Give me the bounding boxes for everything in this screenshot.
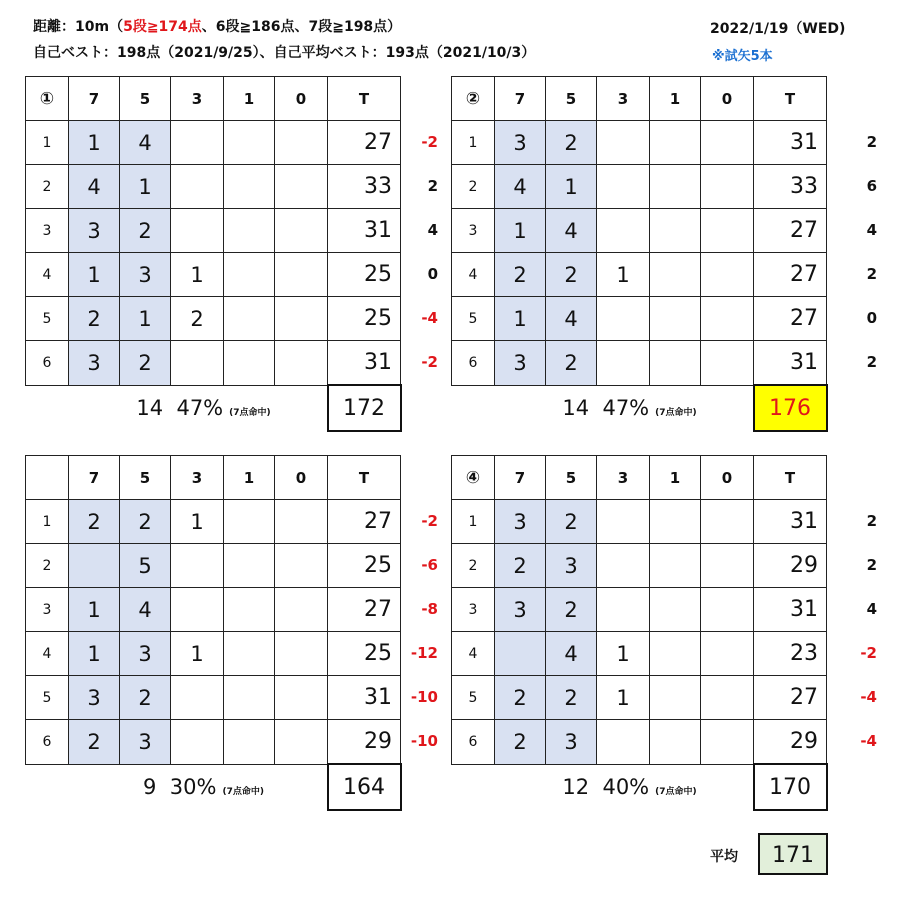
end-number: 1	[26, 121, 69, 165]
count-1pt	[224, 341, 275, 386]
end-total: 27	[328, 500, 401, 544]
score-difference: -2	[421, 133, 438, 151]
score-difference: -4	[860, 688, 877, 706]
round-label: ①	[26, 77, 69, 121]
end-total: 33	[328, 165, 401, 209]
count-5pt: 4	[546, 632, 597, 676]
end-row	[26, 632, 401, 676]
count-5pt: 2	[120, 209, 171, 253]
end-number: 2	[26, 165, 69, 209]
end-number: 6	[452, 720, 495, 765]
count-1pt	[224, 676, 275, 720]
session-date: 2022/1/19（WED)	[710, 21, 846, 37]
column-header: 1	[224, 456, 275, 500]
end-row	[452, 500, 827, 544]
count-7pt	[495, 632, 546, 676]
column-header: 3	[171, 77, 224, 121]
count-3pt	[597, 297, 650, 341]
count-3pt	[171, 544, 224, 588]
hit-percentage-note: (7点命中)	[229, 408, 271, 419]
count-1pt	[224, 720, 275, 765]
column-header: 5	[546, 77, 597, 121]
count-1pt	[650, 253, 701, 297]
count-7pt: 1	[69, 632, 120, 676]
count-3pt: 1	[597, 253, 650, 297]
column-header: 7	[69, 456, 120, 500]
end-number: 5	[26, 676, 69, 720]
score-difference: -12	[410, 644, 438, 662]
count-1pt	[650, 165, 701, 209]
count-3pt	[171, 720, 224, 765]
count-5pt: 4	[546, 297, 597, 341]
count-1pt	[650, 632, 701, 676]
count-7pt	[69, 544, 120, 588]
score-difference: -6	[421, 556, 438, 574]
column-header: 5	[120, 456, 171, 500]
score-difference: -4	[421, 309, 438, 327]
end-row	[26, 165, 401, 209]
end-number: 5	[26, 297, 69, 341]
distance-prefix: 距離：10m（	[33, 19, 124, 35]
count-3pt: 1	[171, 500, 224, 544]
count-3pt: 1	[597, 676, 650, 720]
count-7pt: 2	[495, 253, 546, 297]
score-difference: 0	[427, 265, 438, 283]
end-number: 6	[452, 341, 495, 386]
count-3pt	[171, 676, 224, 720]
end-row	[26, 253, 401, 297]
column-header: 1	[650, 456, 701, 500]
column-header: T	[754, 456, 827, 500]
count-7pt: 4	[495, 165, 546, 209]
hit-percentage-note: (7点命中)	[655, 408, 697, 419]
count-0pt	[275, 544, 328, 588]
count-0pt	[701, 165, 754, 209]
score-difference: 2	[866, 265, 877, 283]
end-total: 31	[328, 341, 401, 386]
count-7pt: 1	[495, 297, 546, 341]
column-header: 3	[597, 77, 650, 121]
column-header: 5	[546, 456, 597, 500]
hit-percentage: 47%	[176, 396, 224, 421]
column-header: 3	[171, 456, 224, 500]
count-7pt: 3	[495, 341, 546, 386]
count-7pt: 3	[495, 588, 546, 632]
end-row	[452, 297, 827, 341]
count-1pt	[650, 676, 701, 720]
rank5-threshold: 5段≧174点	[123, 19, 202, 35]
count-1pt	[224, 165, 275, 209]
end-number: 4	[452, 632, 495, 676]
score-difference: 4	[866, 221, 877, 239]
personal-best-info: 自己ベスト：198点（2021/9/25）、自己平均ベスト：193点（2021/10/3）	[33, 45, 536, 61]
round-label	[26, 456, 69, 500]
hit-percentage: 30%	[169, 775, 217, 800]
count-1pt	[224, 632, 275, 676]
round-label: ②	[452, 77, 495, 121]
column-header: 0	[701, 77, 754, 121]
count-5pt: 3	[546, 544, 597, 588]
score-table-4	[451, 455, 828, 811]
count-0pt	[275, 720, 328, 765]
hit-stats	[26, 764, 328, 810]
column-header: 0	[275, 456, 328, 500]
end-number: 4	[452, 253, 495, 297]
hit-percentage: 40%	[602, 775, 650, 800]
end-row	[26, 544, 401, 588]
column-header: 3	[597, 456, 650, 500]
hit-stats	[452, 764, 754, 810]
count-5pt: 2	[120, 500, 171, 544]
count-3pt: 1	[597, 632, 650, 676]
count-0pt	[275, 676, 328, 720]
count-7pt: 2	[69, 297, 120, 341]
column-header: 0	[275, 77, 328, 121]
count-3pt: 2	[171, 297, 224, 341]
round-total: 170	[754, 764, 827, 810]
score-difference: 4	[866, 600, 877, 618]
count-1pt	[650, 121, 701, 165]
column-header: 1	[650, 77, 701, 121]
count-7pt: 3	[69, 676, 120, 720]
count-3pt	[171, 341, 224, 386]
score-difference: 4	[427, 221, 438, 239]
count-0pt	[701, 297, 754, 341]
end-total: 31	[754, 341, 827, 386]
round-total: 164	[328, 764, 401, 810]
score-table-3	[25, 455, 402, 811]
count-5pt: 4	[120, 588, 171, 632]
end-total: 31	[328, 209, 401, 253]
end-number: 5	[452, 676, 495, 720]
end-number: 1	[452, 500, 495, 544]
hit-stats	[452, 385, 754, 431]
end-row	[26, 121, 401, 165]
end-number: 3	[26, 209, 69, 253]
count-3pt	[597, 121, 650, 165]
count-5pt: 2	[546, 121, 597, 165]
count-1pt	[224, 253, 275, 297]
count-5pt: 4	[120, 121, 171, 165]
count-1pt	[650, 297, 701, 341]
seven-point-hits: 14	[562, 396, 590, 421]
count-3pt	[171, 165, 224, 209]
count-1pt	[224, 297, 275, 341]
count-5pt: 3	[120, 720, 171, 765]
count-0pt	[701, 253, 754, 297]
score-difference: -8	[421, 600, 438, 618]
end-total: 27	[754, 209, 827, 253]
hit-percentage: 47%	[602, 396, 650, 421]
count-3pt	[597, 500, 650, 544]
count-0pt	[701, 588, 754, 632]
end-number: 2	[26, 544, 69, 588]
end-total: 29	[754, 544, 827, 588]
count-5pt: 5	[120, 544, 171, 588]
count-7pt: 2	[69, 500, 120, 544]
end-row	[452, 341, 827, 386]
round-label: ④	[452, 456, 495, 500]
end-number: 1	[26, 500, 69, 544]
end-number: 1	[452, 121, 495, 165]
count-3pt	[171, 209, 224, 253]
column-header: 0	[701, 456, 754, 500]
count-5pt: 1	[546, 165, 597, 209]
score-difference: -10	[410, 688, 438, 706]
end-row	[452, 209, 827, 253]
count-5pt: 3	[546, 720, 597, 765]
count-0pt	[275, 341, 328, 386]
count-7pt: 2	[69, 720, 120, 765]
end-number: 6	[26, 341, 69, 386]
count-0pt	[701, 341, 754, 386]
end-row	[26, 588, 401, 632]
end-number: 3	[452, 209, 495, 253]
score-difference: -2	[421, 512, 438, 530]
count-7pt: 2	[495, 720, 546, 765]
end-row	[452, 165, 827, 209]
count-0pt	[701, 209, 754, 253]
distance-rank-info	[33, 16, 401, 36]
end-total: 27	[328, 588, 401, 632]
end-row	[26, 209, 401, 253]
count-3pt	[171, 121, 224, 165]
count-3pt	[597, 165, 650, 209]
score-difference: -2	[421, 353, 438, 371]
count-1pt	[224, 544, 275, 588]
count-5pt: 2	[546, 253, 597, 297]
end-total: 27	[328, 121, 401, 165]
hit-percentage-note: (7点命中)	[222, 787, 264, 798]
count-0pt	[701, 121, 754, 165]
count-7pt: 3	[69, 341, 120, 386]
score-table-2	[451, 76, 828, 432]
count-3pt	[597, 720, 650, 765]
end-row	[452, 632, 827, 676]
count-0pt	[701, 632, 754, 676]
count-0pt	[275, 588, 328, 632]
count-1pt	[224, 121, 275, 165]
count-1pt	[224, 588, 275, 632]
end-total: 25	[328, 253, 401, 297]
count-1pt	[650, 720, 701, 765]
score-difference: 2	[866, 512, 877, 530]
count-5pt: 2	[546, 676, 597, 720]
end-row	[26, 341, 401, 386]
hit-stats	[26, 385, 328, 431]
count-5pt: 2	[120, 676, 171, 720]
end-total: 23	[754, 632, 827, 676]
average-score-box: 171	[758, 833, 828, 875]
count-7pt: 2	[495, 676, 546, 720]
count-7pt: 3	[495, 500, 546, 544]
count-1pt	[650, 341, 701, 386]
end-total: 27	[754, 676, 827, 720]
score-difference: 2	[866, 556, 877, 574]
count-5pt: 2	[546, 500, 597, 544]
end-total: 25	[328, 297, 401, 341]
seven-point-hits: 14	[136, 396, 164, 421]
count-1pt	[650, 209, 701, 253]
score-difference: 2	[866, 133, 877, 151]
end-total: 33	[754, 165, 827, 209]
count-0pt	[701, 676, 754, 720]
count-7pt: 1	[69, 588, 120, 632]
count-3pt	[597, 588, 650, 632]
end-row	[26, 720, 401, 765]
count-5pt: 2	[546, 588, 597, 632]
end-row	[452, 676, 827, 720]
end-row	[452, 720, 827, 765]
score-difference: 2	[866, 353, 877, 371]
end-row	[26, 676, 401, 720]
count-7pt: 1	[69, 253, 120, 297]
count-0pt	[275, 297, 328, 341]
round-total: 176	[754, 385, 827, 431]
score-difference: 2	[427, 177, 438, 195]
count-3pt	[171, 588, 224, 632]
count-5pt: 3	[120, 632, 171, 676]
count-0pt	[275, 121, 328, 165]
count-3pt: 1	[171, 253, 224, 297]
count-7pt: 4	[69, 165, 120, 209]
count-3pt	[597, 341, 650, 386]
end-row	[26, 500, 401, 544]
column-header: 7	[495, 456, 546, 500]
count-0pt	[275, 632, 328, 676]
end-row	[26, 297, 401, 341]
end-number: 6	[26, 720, 69, 765]
practice-arrows-note: ※試矢5本	[712, 49, 773, 64]
column-header: T	[328, 77, 401, 121]
end-total: 31	[754, 500, 827, 544]
end-total: 25	[328, 544, 401, 588]
end-number: 4	[26, 253, 69, 297]
count-3pt	[597, 544, 650, 588]
score-difference: -2	[860, 644, 877, 662]
count-7pt: 3	[495, 121, 546, 165]
column-header: T	[328, 456, 401, 500]
count-1pt	[224, 500, 275, 544]
count-7pt: 2	[495, 544, 546, 588]
end-number: 3	[452, 588, 495, 632]
count-7pt: 1	[495, 209, 546, 253]
end-total: 31	[328, 676, 401, 720]
count-3pt	[597, 209, 650, 253]
end-row	[452, 544, 827, 588]
count-5pt: 4	[546, 209, 597, 253]
column-header: 1	[224, 77, 275, 121]
column-header: 7	[495, 77, 546, 121]
average-label: 平均	[710, 849, 738, 865]
score-difference: -10	[410, 732, 438, 750]
column-header: 5	[120, 77, 171, 121]
count-0pt	[701, 544, 754, 588]
column-header: 7	[69, 77, 120, 121]
end-total: 27	[754, 253, 827, 297]
end-row	[452, 121, 827, 165]
count-0pt	[275, 165, 328, 209]
end-total: 29	[328, 720, 401, 765]
count-5pt: 2	[546, 341, 597, 386]
count-5pt: 1	[120, 165, 171, 209]
seven-point-hits: 9	[143, 775, 157, 800]
end-number: 2	[452, 165, 495, 209]
distance-suffix: 、6段≧186点、7段≧198点）	[201, 19, 402, 35]
count-1pt	[650, 500, 701, 544]
seven-point-hits: 12	[562, 775, 590, 800]
count-1pt	[224, 209, 275, 253]
count-0pt	[275, 209, 328, 253]
hit-percentage-note: (7点命中)	[655, 787, 697, 798]
score-difference: 0	[866, 309, 877, 327]
score-table-1	[25, 76, 402, 432]
count-0pt	[701, 500, 754, 544]
count-5pt: 2	[120, 341, 171, 386]
count-0pt	[701, 720, 754, 765]
end-number: 3	[26, 588, 69, 632]
end-total: 31	[754, 121, 827, 165]
end-total: 25	[328, 632, 401, 676]
count-1pt	[650, 588, 701, 632]
end-number: 5	[452, 297, 495, 341]
count-3pt: 1	[171, 632, 224, 676]
count-0pt	[275, 253, 328, 297]
end-number: 4	[26, 632, 69, 676]
count-5pt: 1	[120, 297, 171, 341]
end-total: 29	[754, 720, 827, 765]
end-total: 31	[754, 588, 827, 632]
round-total: 172	[328, 385, 401, 431]
count-0pt	[275, 500, 328, 544]
column-header: T	[754, 77, 827, 121]
count-5pt: 3	[120, 253, 171, 297]
end-row	[452, 588, 827, 632]
score-difference: 6	[866, 177, 877, 195]
count-7pt: 1	[69, 121, 120, 165]
score-difference: -4	[860, 732, 877, 750]
end-total: 27	[754, 297, 827, 341]
count-7pt: 3	[69, 209, 120, 253]
end-number: 2	[452, 544, 495, 588]
end-row	[452, 253, 827, 297]
count-1pt	[650, 544, 701, 588]
